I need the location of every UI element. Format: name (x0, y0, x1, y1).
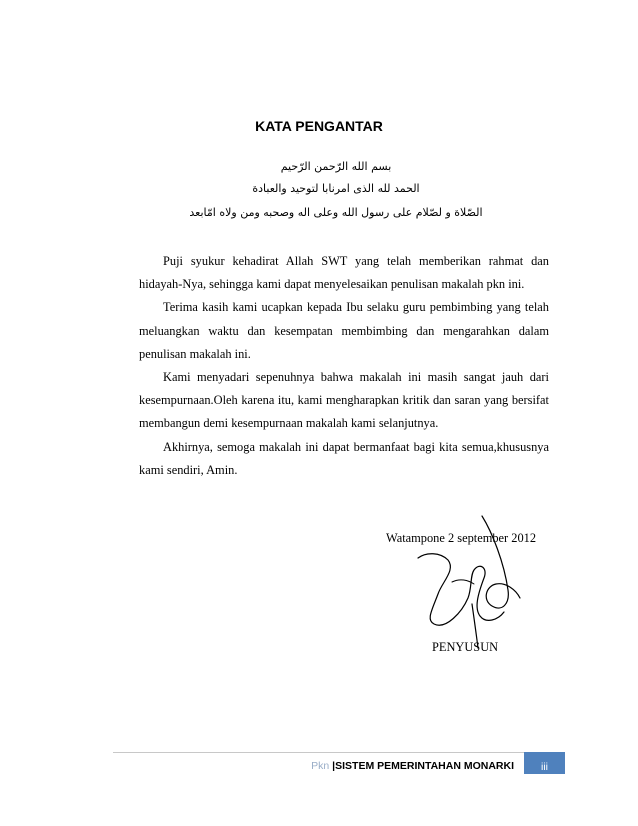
place-date: Watampone 2 september 2012 (386, 531, 537, 545)
signature-image (412, 512, 524, 652)
page-number: iii (541, 761, 548, 773)
page-title: KATA PENGANTAR (255, 118, 383, 134)
page-footer (113, 752, 565, 774)
footer-text (311, 760, 514, 772)
paragraph-gratitude: Puji syukur kehadirat Allah SWT yang telah memberikan rahmat dan hidayah-Nya, sehingga kami dapat menyelesaikan penulisan makalah pkn ini. (139, 254, 549, 292)
author-label: PENYUSUN (432, 640, 499, 654)
footer-document-title: SISTEM PEMERINTAHAN MONARKI (335, 760, 514, 772)
footer-separator: | (332, 760, 336, 772)
arabic-salawat: الصّلاة و لصّلام على رسول الله وعلى اله وصحبه ومن ولاه امّابعد (189, 206, 483, 219)
body-text (139, 250, 549, 482)
paragraph-acknowledgement: Kami menyadari sepenuhnya bahwa makalah ini masih sangat jauh dari kesempurnaan.Oleh karena itu, kami mengharapkan kritik dan saran yang bersifat membangun demi kesempurnaan makalah kami selanjutnya. (139, 370, 549, 431)
arabic-hamdalah: الحمد لله الذى امرنابا لتوحيد والعبادة (252, 182, 420, 195)
footer-subject: Pkn (311, 760, 333, 772)
arabic-basmala: بسم الله الرّحمن الرّحيم (280, 160, 392, 173)
paragraph-thanks: Terima kasih kami ucapkan kepada Ibu selaku guru pembimbing yang telah meluangkan waktu dan kesempatan membimbing dan mengarahkan dalam penulisan makalah ini. (139, 300, 549, 361)
paragraph-closing: Akhirnya, semoga makalah ini dapat bermanfaat bagi kita semua,khususnya kami sendiri, Amin. (139, 439, 549, 477)
page-number-badge (524, 752, 565, 774)
